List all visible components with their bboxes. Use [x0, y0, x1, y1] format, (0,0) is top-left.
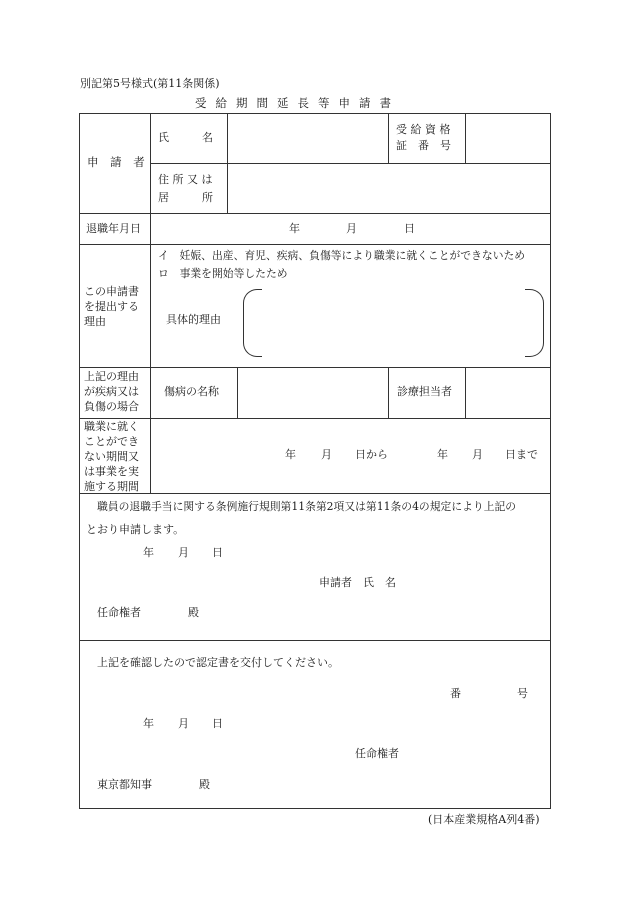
- confirmation-text: 上記を確認したので認定書を交付してください。: [97, 656, 339, 669]
- rule: [79, 640, 551, 641]
- specific-reason-label: 具体的理由: [166, 313, 221, 326]
- authority-label: 任命権者: [97, 606, 141, 619]
- confirmation-day: 日: [212, 717, 223, 730]
- rule: [227, 113, 228, 213]
- doctor-label: 診療担当者: [397, 385, 452, 398]
- confirmation-month: 月: [178, 717, 189, 730]
- confirmation-year: 年: [143, 717, 154, 730]
- bracket-right: [525, 289, 544, 357]
- address-label: 住 所 又 は: [158, 173, 213, 186]
- rule: [388, 113, 389, 163]
- address-label: 居 所: [158, 191, 213, 204]
- confirmation-dono: 殿: [199, 778, 210, 791]
- rule: [79, 493, 551, 494]
- rule: [465, 367, 466, 418]
- illness-label: 上記の理由が疾病又は負傷の場合: [84, 370, 139, 413]
- period-start-month: 月: [321, 448, 332, 461]
- declaration-text: 職員の退職手当に関する条例施行規則第11条第2項又は第11条の4の規定により上記の: [97, 500, 517, 513]
- cert-label: 受 給 資 格: [396, 123, 451, 136]
- go-label: 号: [517, 687, 528, 700]
- form-id: 別記第5号様式(第11条関係): [80, 77, 220, 90]
- illness-name-label: 傷病の名称: [164, 385, 219, 398]
- confirmation-authority: 任命権者: [355, 747, 399, 760]
- rule: [237, 367, 238, 418]
- form-title: 受給期間延長等申請書: [195, 96, 400, 110]
- declaration-year: 年: [143, 546, 154, 559]
- period-end-year: 年: [437, 448, 448, 461]
- declaration-text: とおり申請します。: [86, 523, 185, 536]
- retirement-year: 年: [289, 222, 300, 235]
- reason-option-i: イ 妊娠、出産、育児、疾病、負傷等により職業に就くことができないため: [158, 249, 526, 262]
- rule: [465, 113, 466, 163]
- period-start-day: 日から: [355, 448, 388, 461]
- retirement-label: 退職年月日: [86, 222, 141, 235]
- period-start-year: 年: [285, 448, 296, 461]
- declaration-month: 月: [178, 546, 189, 559]
- period-end-month: 月: [472, 448, 483, 461]
- reason-label: この申請書を提出する理由: [84, 285, 139, 328]
- dono-label: 殿: [188, 606, 199, 619]
- footer-note: (日本産業規格A列4番): [428, 813, 540, 826]
- governor-label: 東京都知事: [97, 778, 152, 791]
- rule: [150, 113, 151, 493]
- period-end-day: 日まで: [505, 448, 538, 461]
- rule: [388, 367, 389, 418]
- cert-label: 証 番 号: [396, 139, 451, 152]
- applicant-label: 申 請 者: [87, 155, 149, 169]
- ban-label: 番: [450, 687, 461, 700]
- name-label: 氏 名: [158, 131, 213, 144]
- reason-option-ro: ロ 事業を開始等したため: [158, 267, 288, 280]
- declaration-day: 日: [212, 546, 223, 559]
- rule: [150, 163, 551, 164]
- retirement-day: 日: [404, 222, 415, 235]
- applicant-name-label: 申請者 氏 名: [319, 576, 396, 589]
- retirement-month: 月: [346, 222, 357, 235]
- period-label: 職業に就くことができない期間又は事業を実施する期間: [84, 420, 139, 493]
- bracket-left: [243, 289, 262, 357]
